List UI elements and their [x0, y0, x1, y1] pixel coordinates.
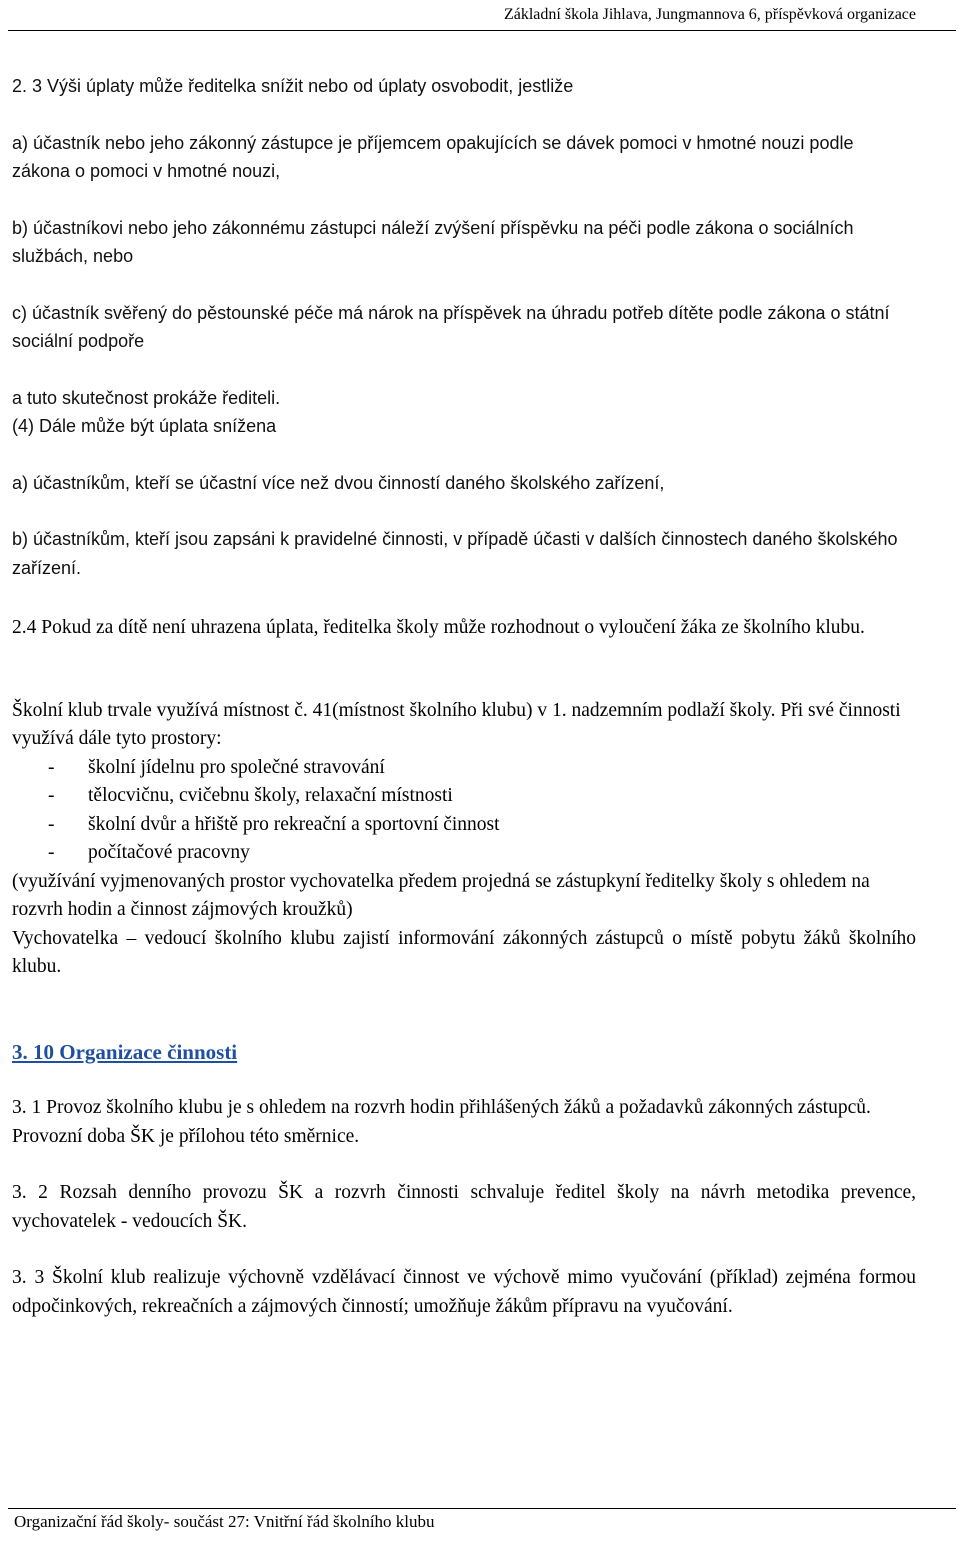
- list-item: - školní jídelnu pro společné stravování: [48, 756, 385, 778]
- list-item: - školní dvůr a hřiště pro rekreační a sportovní činnost: [48, 813, 500, 835]
- paragraph-reduction-a: a) účastníkům, kteří se účastní více než dvou činností daného školského zařízení,: [12, 472, 665, 493]
- list-item: - počítačové pracovny: [48, 842, 250, 863]
- paragraph-3-1: 3. 1 Provoz školního klubu je s ohledem na rozvrh hodin přihlášených žáků a požadavků zákonných zástupců.: [12, 1097, 871, 1118]
- paragraph-condition-a: a) účastník nebo jeho zákonný zástupce je příjemcem opakujících se dávek pomoci v hmotné nouzi podle zákona o pomoci v hmotné nouzi,: [12, 132, 854, 181]
- list-item: - tělocvičnu, cvičebnu školy, relaxační místnosti: [48, 785, 453, 806]
- paragraph-educator-info: Vychovatelka – vedoucí školního klubu zajistí informování zákonných zástupců o místě pobytu žáků školního klubu.: [12, 927, 916, 977]
- section-heading: 3. 10 Organizace činnosti: [12, 1039, 238, 1064]
- paragraph-3-3: 3. 3 Školní klub realizuje výchovně vzdělávací činnost ve výchově mimo vyučování (příklad) zejména formou odpočinkových, rekreačních a zájmových činností; umožňuje žákům přípravu na vyučování.: [12, 1267, 916, 1317]
- paragraph-spaces-note: (využívání vyjmenovaných prostor vychovatelka předem projedná se zástupkyní ředitelky školy s ohledem na rozvrh hodin a činnost zájmových kroužků): [12, 870, 870, 920]
- paragraph-3-2: 3. 2 Rozsah denního provozu ŠK a rozvrh činnosti schvaluje ředitel školy na návrh metodika prevence, vychovatelek - vedoucích ŠK.: [12, 1182, 916, 1232]
- paragraph-reduction-b: b) účastníkům, kteří jsou zapsáni k pravidelné činnosti, v případě účasti v dalších činnostech daného školského zařízení.: [12, 529, 898, 578]
- header-text: Základní škola Jihlava, Jungmannova 6, příspěvková organizace: [503, 6, 916, 23]
- page-footer: [8, 1508, 956, 1538]
- document-body: [12, 72, 916, 1321]
- paragraph-reduction-4: (4) Dále může být úplata snížena: [12, 416, 277, 436]
- paragraph-operating-hours: Provozní doba ŠK je přílohou této směrnice.: [12, 1125, 360, 1147]
- paragraph-condition-c: c) účastník svěřený do pěstounské péče má nárok na příspěvek na úhradu potřeb dítěte podle zákona o státní sociální podpoře: [12, 302, 890, 351]
- spaces-list: [12, 754, 916, 868]
- page-header: [8, 4, 956, 31]
- paragraph-condition-b: b) účastníkovi nebo jeho zákonnému zástupci náleží zvýšení příspěvku na péči podle zákona o sociálních službách, nebo: [12, 217, 854, 266]
- footer-text: Organizační řád školy- součást 27: Vnitřní řád školního klubu: [14, 1512, 435, 1531]
- paragraph-club-room: Školní klub trvale využívá místnost č. 41(místnost školního klubu) v 1. nadzemním podlaží školy. Při své činnosti využívá dále tyto prostory:: [12, 699, 901, 749]
- paragraph-reduction-intro: 2. 3 Výši úplaty může ředitelka snížit nebo od úplaty osvobodit, jestliže: [12, 76, 574, 96]
- paragraph-proof: a tuto skutečnost prokáže řediteli.: [12, 387, 281, 408]
- paragraph-2-4: 2.4 Pokud za dítě není uhrazena úplata, ředitelka školy může rozhodnout o vyloučení žáka ze školního klubu.: [12, 617, 865, 638]
